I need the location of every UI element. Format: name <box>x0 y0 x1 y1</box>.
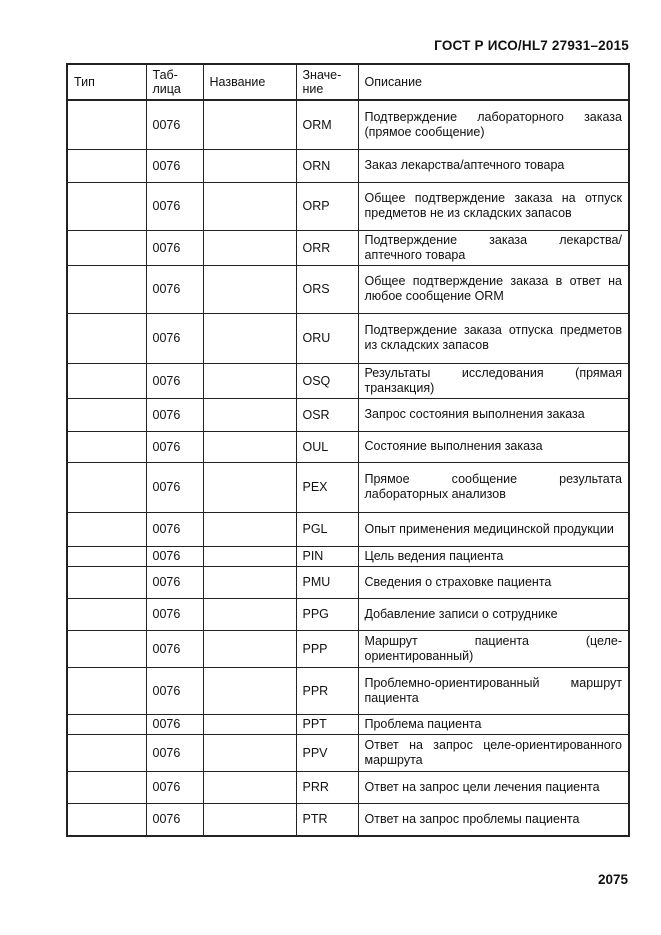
column-header-value: Значе- ние <box>296 64 358 100</box>
table-row <box>67 771 629 803</box>
table-cell: 0076 <box>146 100 203 149</box>
type-cell <box>67 546 146 566</box>
table-row <box>67 182 629 230</box>
name-cell <box>203 398 296 431</box>
description-cell: Прямое сообщение результата лабораторных анализов <box>358 462 629 512</box>
table-cell: 0076 <box>146 803 203 836</box>
value-cell: PPP <box>296 630 358 667</box>
value-cell: PEX <box>296 462 358 512</box>
name-cell <box>203 630 296 667</box>
value-cell: PPR <box>296 667 358 714</box>
type-cell <box>67 100 146 149</box>
description-cell: Результаты исследования (прямая транзакция) <box>358 363 629 398</box>
description-cell: Подтверждение заказа лекарства/аптечного товара <box>358 230 629 265</box>
description-cell: Цель ведения пациента <box>358 546 629 566</box>
type-cell <box>67 149 146 182</box>
message-type-table <box>66 63 630 837</box>
table-cell: 0076 <box>146 546 203 566</box>
type-cell <box>67 230 146 265</box>
value-cell: ORM <box>296 100 358 149</box>
type-cell <box>67 512 146 546</box>
table-row <box>67 230 629 265</box>
value-cell: ORR <box>296 230 358 265</box>
table-cell: 0076 <box>146 182 203 230</box>
name-cell <box>203 546 296 566</box>
description-cell: Проблемно-ориентированный маршрут пациента <box>358 667 629 714</box>
table-row <box>67 462 629 512</box>
name-cell <box>203 771 296 803</box>
table-cell: 0076 <box>146 313 203 363</box>
table-cell: 0076 <box>146 149 203 182</box>
type-cell <box>67 363 146 398</box>
page-number: 2075 <box>597 872 628 887</box>
type-cell <box>67 630 146 667</box>
table-row <box>67 363 629 398</box>
table-cell: 0076 <box>146 265 203 313</box>
document-header: ГОСТ Р ИСО/HL7 27931–2015 <box>434 38 629 53</box>
name-cell <box>203 462 296 512</box>
name-cell <box>203 667 296 714</box>
name-cell <box>203 512 296 546</box>
table-row <box>67 667 629 714</box>
value-cell: OSQ <box>296 363 358 398</box>
table-row <box>67 714 629 734</box>
table-row <box>67 630 629 667</box>
value-cell: PGL <box>296 512 358 546</box>
value-cell: PMU <box>296 566 358 598</box>
name-cell <box>203 598 296 630</box>
name-cell <box>203 182 296 230</box>
description-cell: Опыт применения медицинской продукции <box>358 512 629 546</box>
table-cell: 0076 <box>146 462 203 512</box>
description-cell: Ответ на запрос проблемы пациента <box>358 803 629 836</box>
description-cell: Запрос состояния выполнения заказа <box>358 398 629 431</box>
table-row <box>67 431 629 462</box>
description-cell: Добавление записи о сотруднике <box>358 598 629 630</box>
table-row <box>67 149 629 182</box>
table-row <box>67 398 629 431</box>
column-header-type: Тип <box>67 64 146 100</box>
table-row <box>67 512 629 546</box>
table-cell: 0076 <box>146 771 203 803</box>
value-cell: PPT <box>296 714 358 734</box>
description-cell: Сведения о страховке пациента <box>358 566 629 598</box>
table-row <box>67 734 629 771</box>
name-cell <box>203 230 296 265</box>
table-row <box>67 598 629 630</box>
description-cell: Маршрут пациента (целе-ориентированный) <box>358 630 629 667</box>
table-cell: 0076 <box>146 566 203 598</box>
type-cell <box>67 398 146 431</box>
type-cell <box>67 313 146 363</box>
description-cell: Подтверждение лабораторного заказа (прямое сообщение) <box>358 100 629 149</box>
table-cell: 0076 <box>146 598 203 630</box>
value-cell: ORU <box>296 313 358 363</box>
table-row <box>67 546 629 566</box>
name-cell <box>203 734 296 771</box>
table-cell: 0076 <box>146 734 203 771</box>
name-cell <box>203 100 296 149</box>
name-cell <box>203 265 296 313</box>
table-cell: 0076 <box>146 512 203 546</box>
value-cell: OUL <box>296 431 358 462</box>
description-cell: Заказ лекарства/аптечного товара <box>358 149 629 182</box>
type-cell <box>67 598 146 630</box>
table-cell: 0076 <box>146 398 203 431</box>
table-row <box>67 566 629 598</box>
description-cell: Проблема пациента <box>358 714 629 734</box>
type-cell <box>67 182 146 230</box>
description-cell: Общее подтверждение заказа в ответ на любое сообщение ORM <box>358 265 629 313</box>
value-cell: OSR <box>296 398 358 431</box>
value-cell: PTR <box>296 803 358 836</box>
value-cell: ORP <box>296 182 358 230</box>
table-cell: 0076 <box>146 630 203 667</box>
name-cell <box>203 363 296 398</box>
table-cell: 0076 <box>146 714 203 734</box>
value-cell: PPG <box>296 598 358 630</box>
value-cell: ORS <box>296 265 358 313</box>
description-cell: Ответ на запрос цели лечения пациента <box>358 771 629 803</box>
type-cell <box>67 803 146 836</box>
type-cell <box>67 431 146 462</box>
description-cell: Состояние выполнения заказа <box>358 431 629 462</box>
table-row <box>67 313 629 363</box>
type-cell <box>67 462 146 512</box>
column-header-name: Название <box>203 64 296 100</box>
table-header-row <box>67 64 629 100</box>
description-cell: Ответ на запрос целе-ориентированного маршрута <box>358 734 629 771</box>
value-cell: PPV <box>296 734 358 771</box>
description-cell: Подтверждение заказа отпуска предметов из складских запасов <box>358 313 629 363</box>
name-cell <box>203 803 296 836</box>
type-cell <box>67 771 146 803</box>
name-cell <box>203 566 296 598</box>
type-cell <box>67 265 146 313</box>
table-row <box>67 803 629 836</box>
name-cell <box>203 149 296 182</box>
table-row <box>67 265 629 313</box>
table-cell: 0076 <box>146 363 203 398</box>
table-cell: 0076 <box>146 431 203 462</box>
name-cell <box>203 313 296 363</box>
value-cell: ORN <box>296 149 358 182</box>
column-header-description: Описание <box>358 64 629 100</box>
column-header-table: Таб- лица <box>146 64 203 100</box>
type-cell <box>67 566 146 598</box>
table-cell: 0076 <box>146 667 203 714</box>
name-cell <box>203 431 296 462</box>
type-cell <box>67 667 146 714</box>
table-row <box>67 100 629 149</box>
value-cell: PIN <box>296 546 358 566</box>
description-cell: Общее подтверждение заказа на отпуск предметов не из складских запасов <box>358 182 629 230</box>
table-cell: 0076 <box>146 230 203 265</box>
value-cell: PRR <box>296 771 358 803</box>
type-cell <box>67 734 146 771</box>
name-cell <box>203 714 296 734</box>
type-cell <box>67 714 146 734</box>
